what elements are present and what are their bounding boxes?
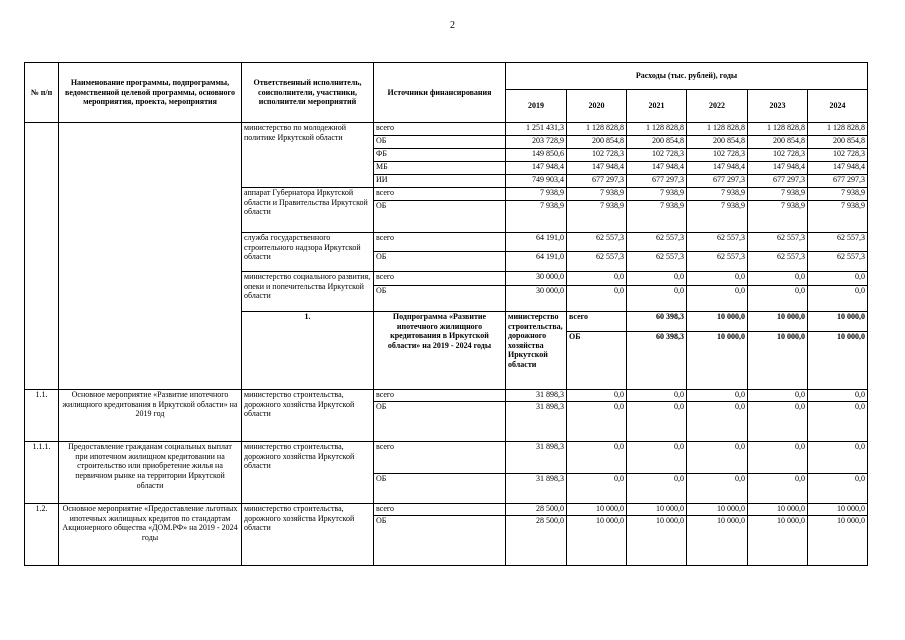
- value-cell: 62 557,3: [627, 252, 687, 272]
- value-cell: 62 557,3: [808, 252, 868, 272]
- value-cell: 0,0: [808, 272, 868, 286]
- header-year: 2019: [506, 90, 567, 123]
- value-cell: 62 557,3: [748, 252, 808, 272]
- value-cell: 31 898,3: [506, 390, 567, 402]
- source-cell: ОБ: [374, 516, 506, 566]
- value-cell: 677 297,3: [808, 175, 868, 188]
- source-cell: ОБ: [374, 402, 506, 442]
- header-year: 2020: [567, 90, 627, 123]
- value-cell: 200 854,8: [567, 136, 627, 149]
- value-cell: 7 938,9: [808, 201, 868, 233]
- value-cell: 60 398,3: [627, 312, 687, 332]
- value-cell: 1 128 828,8: [808, 123, 868, 136]
- num-cell-empty: [25, 123, 59, 390]
- value-cell: 102 728,3: [687, 149, 748, 162]
- value-cell: 7 938,9: [687, 188, 748, 201]
- row-number: 1.1.1.: [25, 442, 59, 504]
- value-cell: 0,0: [808, 442, 868, 474]
- value-cell: 1 128 828,8: [567, 123, 627, 136]
- source-cell: всего: [374, 504, 506, 516]
- value-cell: 62 557,3: [567, 233, 627, 252]
- source-cell: всего: [374, 188, 506, 201]
- value-cell: 102 728,3: [748, 149, 808, 162]
- header-year: 2021: [627, 90, 687, 123]
- value-cell: 10 000,0: [748, 504, 808, 516]
- value-cell: 200 854,8: [687, 136, 748, 149]
- value-cell: 147 948,4: [506, 162, 567, 175]
- value-cell: 0,0: [567, 286, 627, 312]
- expenses-table: [24, 62, 868, 566]
- executor-cell: министерство по молодежной политике Иркутской области: [242, 123, 374, 188]
- row-name: Предоставление гражданам социальных выплат при ипотечном жилищном кредитовании на строительство или приобретение жилья на первичном рынке на территории Иркутской области: [59, 442, 242, 504]
- value-cell: 64 191,0: [506, 233, 567, 252]
- value-cell: 0,0: [567, 402, 627, 442]
- value-cell: 0,0: [748, 474, 808, 504]
- executor-cell: министерство строительства, дорожного хозяйства Иркутской области: [242, 442, 374, 504]
- value-cell: 0,0: [808, 286, 868, 312]
- value-cell: 28 500,0: [506, 504, 567, 516]
- header-num: № п/п: [25, 63, 59, 123]
- value-cell: 0,0: [627, 286, 687, 312]
- value-cell: 147 948,4: [567, 162, 627, 175]
- source-cell: всего: [374, 272, 506, 286]
- source-cell: всего: [374, 390, 506, 402]
- value-cell: 677 297,3: [627, 175, 687, 188]
- value-cell: 10 000,0: [748, 516, 808, 566]
- value-cell: 10 000,0: [627, 504, 687, 516]
- value-cell: 102 728,3: [808, 149, 868, 162]
- value-cell: 749 903,4: [506, 175, 567, 188]
- value-cell: 677 297,3: [748, 175, 808, 188]
- executor-cell: министерство строительства, дорожного хозяйства Иркутской области: [242, 390, 374, 442]
- value-cell: 0,0: [748, 402, 808, 442]
- source-cell: МБ: [374, 162, 506, 175]
- value-cell: 147 948,4: [687, 162, 748, 175]
- value-cell: 62 557,3: [808, 233, 868, 252]
- value-cell: 0,0: [748, 272, 808, 286]
- value-cell: 10 000,0: [748, 312, 808, 332]
- header-name: Наименование программы, подпрограммы, ведомственной целевой программы, основного мероприятия, проекта, мероприятия: [59, 63, 242, 123]
- source-cell: всего: [374, 123, 506, 136]
- source-cell: ОБ: [374, 136, 506, 149]
- value-cell: 0,0: [748, 390, 808, 402]
- executor-cell: министерство социального развития, опеки и попечительства Иркутской области: [242, 272, 374, 312]
- value-cell: 0,0: [627, 402, 687, 442]
- value-cell: 102 728,3: [627, 149, 687, 162]
- value-cell: 60 398,3: [627, 332, 687, 390]
- value-cell: 0,0: [748, 442, 808, 474]
- value-cell: 200 854,8: [748, 136, 808, 149]
- value-cell: 1 251 431,3: [506, 123, 567, 136]
- source-cell: ОБ: [374, 201, 506, 233]
- value-cell: 102 728,3: [567, 149, 627, 162]
- executor-cell: министерство строительства, дорожного хозяйства Иркутской области: [242, 504, 374, 566]
- value-cell: 0,0: [567, 272, 627, 286]
- value-cell: 7 938,9: [506, 188, 567, 201]
- source-cell: ОБ: [567, 332, 627, 390]
- value-cell: 200 854,8: [808, 136, 868, 149]
- value-cell: 62 557,3: [567, 252, 627, 272]
- value-cell: 677 297,3: [687, 175, 748, 188]
- value-cell: 10 000,0: [567, 504, 627, 516]
- value-cell: 31 898,3: [506, 402, 567, 442]
- value-cell: 10 000,0: [627, 516, 687, 566]
- value-cell: 0,0: [687, 442, 748, 474]
- name-cell-empty: [59, 123, 242, 390]
- row-number: 1.: [242, 312, 374, 390]
- value-cell: 149 850,6: [506, 149, 567, 162]
- value-cell: 0,0: [808, 474, 868, 504]
- value-cell: 0,0: [687, 390, 748, 402]
- row-number: 1.1.: [25, 390, 59, 442]
- value-cell: 30 000,0: [506, 286, 567, 312]
- value-cell: 0,0: [687, 286, 748, 312]
- value-cell: 7 938,9: [567, 188, 627, 201]
- header-source: Источники финансирования: [374, 63, 506, 123]
- value-cell: 0,0: [687, 402, 748, 442]
- source-cell: всего: [567, 312, 627, 332]
- value-cell: 31 898,3: [506, 474, 567, 504]
- value-cell: 1 128 828,8: [748, 123, 808, 136]
- source-cell: всего: [374, 233, 506, 252]
- value-cell: 64 191,0: [506, 252, 567, 272]
- value-cell: 0,0: [687, 474, 748, 504]
- value-cell: 7 938,9: [808, 188, 868, 201]
- value-cell: 0,0: [567, 442, 627, 474]
- header-expenses: Расходы (тыс. рублей), годы: [506, 63, 868, 90]
- value-cell: 147 948,4: [748, 162, 808, 175]
- value-cell: 0,0: [808, 390, 868, 402]
- header-executor: Ответственный исполнитель, соисполнители, участники, исполнители мероприятий: [242, 63, 374, 123]
- value-cell: 62 557,3: [748, 233, 808, 252]
- value-cell: 200 854,8: [627, 136, 687, 149]
- value-cell: 10 000,0: [687, 312, 748, 332]
- value-cell: 10 000,0: [687, 516, 748, 566]
- value-cell: 0,0: [748, 286, 808, 312]
- value-cell: 147 948,4: [627, 162, 687, 175]
- value-cell: 147 948,4: [808, 162, 868, 175]
- row-name: Основное мероприятие «Предоставление льготных ипотечных жилищных кредитов по стандартам Акционерного общества «ДОМ.РФ» на 2019 - 2024 годы: [59, 504, 242, 566]
- value-cell: 1 128 828,8: [687, 123, 748, 136]
- executor-cell: служба государственного строительного надзора Иркутской области: [242, 233, 374, 272]
- value-cell: 1 128 828,8: [627, 123, 687, 136]
- value-cell: 7 938,9: [748, 188, 808, 201]
- value-cell: 10 000,0: [687, 332, 748, 390]
- value-cell: 10 000,0: [808, 312, 868, 332]
- value-cell: 0,0: [567, 390, 627, 402]
- source-cell: ФБ: [374, 149, 506, 162]
- value-cell: 7 938,9: [506, 201, 567, 233]
- value-cell: 203 728,9: [506, 136, 567, 149]
- value-cell: 62 557,3: [687, 252, 748, 272]
- value-cell: 31 898,3: [506, 442, 567, 474]
- value-cell: 10 000,0: [808, 504, 868, 516]
- value-cell: 62 557,3: [687, 233, 748, 252]
- value-cell: 0,0: [627, 272, 687, 286]
- value-cell: 7 938,9: [627, 201, 687, 233]
- value-cell: 0,0: [627, 474, 687, 504]
- value-cell: 10 000,0: [808, 516, 868, 566]
- source-cell: ИИ: [374, 175, 506, 188]
- row-name: Подпрограмма «Развитие ипотечного жилищного кредитования в Иркутской области» на 2019 - 2024 годы: [374, 312, 506, 390]
- value-cell: 0,0: [567, 474, 627, 504]
- value-cell: 7 938,9: [567, 201, 627, 233]
- value-cell: 10 000,0: [808, 332, 868, 390]
- value-cell: 62 557,3: [627, 233, 687, 252]
- header-year: 2022: [687, 90, 748, 123]
- value-cell: 10 000,0: [567, 516, 627, 566]
- value-cell: 7 938,9: [687, 201, 748, 233]
- value-cell: 0,0: [808, 402, 868, 442]
- value-cell: 0,0: [687, 272, 748, 286]
- source-cell: всего: [374, 442, 506, 474]
- source-cell: ОБ: [374, 474, 506, 504]
- page-number: 2: [450, 20, 455, 31]
- source-cell: ОБ: [374, 252, 506, 272]
- value-cell: 0,0: [627, 442, 687, 474]
- value-cell: 7 938,9: [627, 188, 687, 201]
- header-year: 2023: [748, 90, 808, 123]
- executor-cell: министерство строительства, дорожного хозяйства Иркутской области: [506, 312, 567, 390]
- value-cell: 677 297,3: [567, 175, 627, 188]
- row-name: Основное мероприятие «Развитие ипотечного жилищного кредитования в Иркутской области» на 2019 год: [59, 390, 242, 442]
- value-cell: 7 938,9: [748, 201, 808, 233]
- value-cell: 10 000,0: [687, 504, 748, 516]
- value-cell: 30 000,0: [506, 272, 567, 286]
- value-cell: 28 500,0: [506, 516, 567, 566]
- value-cell: 0,0: [627, 390, 687, 402]
- row-number: 1.2.: [25, 504, 59, 566]
- source-cell: ОБ: [374, 286, 506, 312]
- header-year: 2024: [808, 90, 868, 123]
- value-cell: 10 000,0: [748, 332, 808, 390]
- executor-cell: аппарат Губернатора Иркутской области и Правительства Иркутской области: [242, 188, 374, 233]
